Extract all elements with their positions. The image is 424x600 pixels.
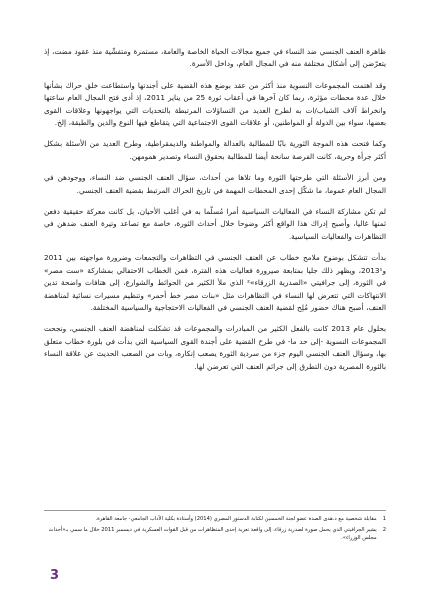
paragraph-4: ومن أبرز الأسئلة التي طرحتها الثورة وما تلاها من أحداث، سؤال العنف الجنسي ضد النساء، ووجودهن في المجال العام عموما، ما شكّل إحدى المحطات المهمة في تاريخ الحراك المرتبط بقضية العنف الجنسي. (44, 173, 386, 195)
paragraph-5: لم تكن مشاركة النساء في الفعاليات السياسية أمرا مُسلّما به في أغلب الأحيان، بل كانت معركة حقيقية دفعن ثمنها غاليا، وأصبح إدراك هذا الواقع أكثر وضوحا خلال أحداث الثورة، خاصة مع تصاعد وتيرة العنف ضدهن في التظاهرات والفعاليات السياسية. (44, 207, 386, 241)
paragraph-3: وكما فتحت هذه الموجة الثورية بابًا للمطالبة بالعدالة والمواطنة والديمقراطية، وطرح العديد من الأسئلة بشكل أكثر جرأة وحرية، كانت الفرصة سانحة أيضا للمطالبة بحقوق النساء وتصدير همومهن. (44, 139, 386, 161)
footnote-number: 1 (382, 516, 386, 522)
page-number: 3 (50, 568, 60, 583)
footnote-number: 2 (382, 526, 386, 533)
paragraph-6: بدأت تتشكل بوضوح ملامح خطاب عن العنف الجنسي في التظاهرات والتجمعات وضرورة مواجهته بين 2011 و2013¹، ويظهر ذلك جليا بمتابعة صيرورة فعاليات هذه الفترة، فمن الخطاب الاحتفالي بمشاركة «ست مصر» في الثورة، إلى جرافيتي «الصدرية الزرقاء»² الذي ملأ الكثير من الحوائط والشوارع، إلى هتافات واضحة تدين الانتهاكات التي تتعرض لها النساء في التظاهرات مثل «بنات مصر خط أحمر» وتنظيم مسيرات نسائية لمناهضة العنف، أصبح هناك حضور مُلِح لقضية العنف الجنسي في الفعاليات الاحتجاجية والسياسية المختلفة. (44, 253, 386, 312)
footnote-text: مقابلة شخصية مع د.هدى الصدة عضو لجنة الخمسين لكتابة الدستور المصري (2014) وأستاذة بكلية الآداب الجامعي- جامعة القاهرة. (95, 516, 377, 522)
footnotes-section (44, 510, 386, 545)
footnote-2 (44, 526, 386, 543)
paragraph-1: ظاهرة العنف الجنسي ضد النساء في جميع مجالات الحياة الخاصة والعامة، مستمرة ومتفشّية منذ عقود مضت، إذ يتعرّضن إلى أشكال مختلفة منه في المجال العام، وداخل الأسرة. (44, 47, 386, 69)
page-body (44, 46, 386, 382)
footnote-text: يشير الجرافيتي الذي يحمل صورة لصدرية زرقاء، إلى واقعة تعرية إحدى المتظاهرات من قبل القوات العسكرية في ديسمبر 2011 خلال ما سمي بـ«أحداث مجلس الوزراء». (48, 526, 377, 542)
footnote-1 (44, 515, 386, 524)
paragraph-2: وقد اهتمت المجموعات النسوية منذ أكثر من عقد بوضع هذه القضية على أجندتها واستطاعت خلق حراك بشأنها خلال عدة محطات مؤثرة، ربما كان آخرها في أعقاب ثورة 25 من يناير 2011، إذ أدى فتح المجال العام ساعتها وانخراط آلاف الشباب/ات به لطرح العديد من التساؤلات المرتبطة بالتحديات التي يواجهونها وعلاقات القوى بعضها، سواء بين الدولة أو المواطنين، أو علاقات القوى الاجتماعية التي يتقاطع فيها النوع والدين والطبقة، إلخ. (44, 80, 386, 128)
paragraph-7: بحلول عام 2013 كانت بالفعل الكثير من المبادرات والمجموعات قد تشكلت لمناهضة العنف الجنسي، ونجحت المجموعات النسوية -إلى حد ما- في طرح القضية على أجندة القوى السياسية التي بدأت في بلورة خطاب متعلق بها، وسؤال العنف الجنسي اليوم جزء من سردية الثورة يصعب إنكاره، وبات من الصعب الحديث عن علاقة النساء بالثورة المصرية دون التطرق إلى جرائم العنف التي تعرضن لها. (44, 324, 386, 371)
